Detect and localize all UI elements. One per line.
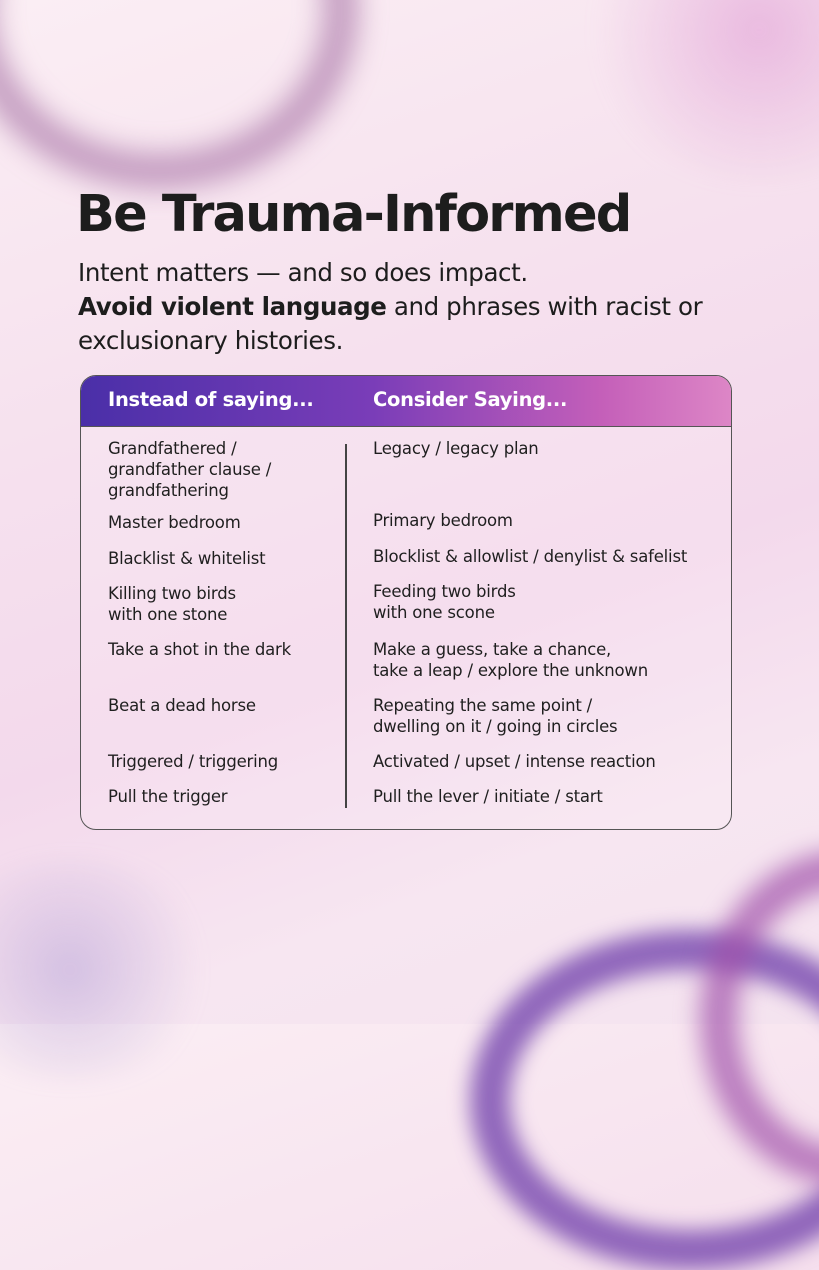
decorative-ring-bottom-right bbox=[470, 930, 819, 1270]
subtitle bbox=[78, 256, 758, 358]
instead-cell: Blacklist & whitelist bbox=[108, 549, 266, 568]
instead-cell: Beat a dead horse bbox=[108, 696, 256, 715]
consider-cell: Activated / upset / intense reaction bbox=[373, 752, 656, 771]
instead-cell: Grandfathered / grandfather clause / grandfathering bbox=[108, 439, 272, 500]
instead-cell: Master bedroom bbox=[108, 513, 241, 532]
subtitle-line-1: Intent matters — and so does impact. bbox=[78, 258, 528, 287]
instead-cell: Take a shot in the dark bbox=[108, 640, 291, 659]
instead-cell: Killing two birds with one stone bbox=[108, 584, 236, 624]
consider-cell: Legacy / legacy plan bbox=[373, 439, 539, 458]
consider-cell: Feeding two birds with one scone bbox=[373, 582, 516, 622]
consider-cell: Blocklist & allowlist / denylist & safelist bbox=[373, 547, 688, 566]
consider-cell: Pull the lever / initiate / start bbox=[373, 787, 603, 806]
consider-cell: Primary bedroom bbox=[373, 511, 513, 530]
decorative-ring-bottom-right-2 bbox=[700, 850, 819, 1186]
instead-cell: Triggered / triggering bbox=[108, 752, 279, 771]
instead-cell: Pull the trigger bbox=[108, 787, 228, 806]
column-divider bbox=[345, 444, 347, 808]
consider-cell: Repeating the same point / dwelling on it / going in circles bbox=[373, 696, 618, 736]
comparison-table bbox=[80, 375, 732, 830]
decorative-glow-bottom-left bbox=[0, 860, 220, 1080]
header-consider-saying: Consider Saying... bbox=[373, 388, 568, 411]
subtitle-emphasis: Avoid violent language bbox=[78, 292, 387, 321]
header-instead-of-saying: Instead of saying... bbox=[108, 388, 314, 411]
decorative-glow-top-right bbox=[579, 0, 819, 180]
consider-cell: Make a guess, take a chance, take a leap / explore the unknown bbox=[373, 640, 648, 680]
subtitle-rest: and phrases with racist or exclusionary histories. bbox=[78, 292, 703, 355]
decorative-ring-top-left bbox=[0, 0, 358, 188]
table-header bbox=[81, 376, 731, 427]
page-title: Be Trauma-Informed bbox=[76, 185, 631, 244]
